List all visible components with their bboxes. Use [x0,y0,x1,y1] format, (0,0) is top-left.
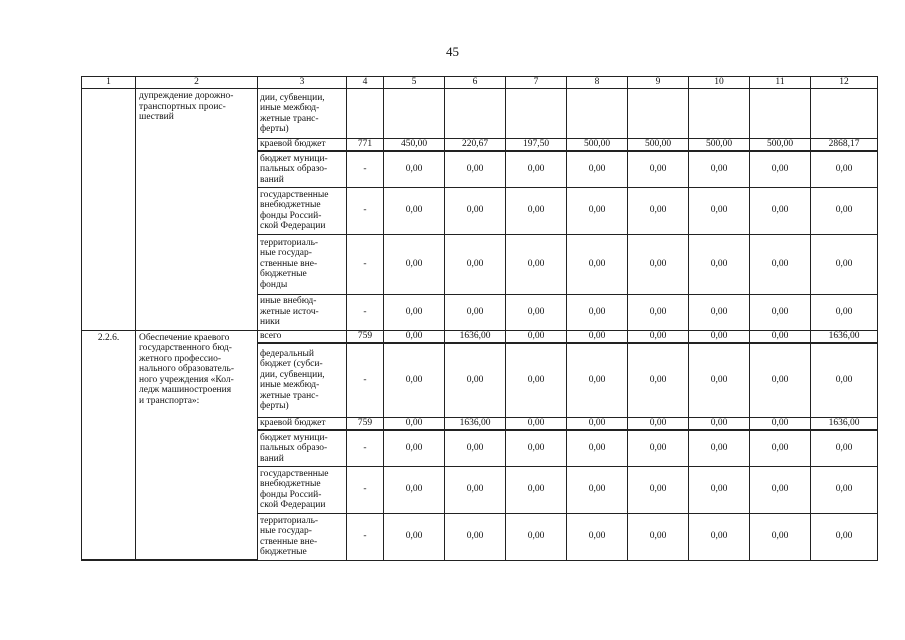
value-cell-col-8: 0,00 [567,418,628,431]
value-cell-col-6: 0,00 [445,466,506,513]
value-cell-col-9: 0,00 [628,151,689,187]
value-cell-col-8: 0,00 [567,294,628,330]
column-header-8: 8 [567,77,628,89]
column-header-4: 4 [347,77,384,89]
value-cell-col-7: 0,00 [506,151,567,187]
value-cell-col-12: 0,00 [811,187,878,234]
funding-source: территориаль- ные государ- ственные вне- бюджетные фонды [258,234,347,294]
value-cell-col-10: 0,00 [689,151,750,187]
value-cell-col-10: 0,00 [689,513,750,560]
budget-code: - [347,187,384,234]
budget-table [81,76,878,561]
value-cell-col-9: 0,00 [628,187,689,234]
value-cell-col-6: 0,00 [445,343,506,418]
funding-source: иные внебюд- жетные источ- ники [258,294,347,330]
value-cell-col-5: 450,00 [384,139,445,152]
value-cell-col-6: 1636,00 [445,418,506,431]
value-cell-col-11: 0,00 [750,430,811,466]
value-cell-col-12: 0,00 [811,234,878,294]
value-cell-col-8 [567,89,628,139]
funding-source: краевой бюджет [258,139,347,152]
value-cell-col-11: 0,00 [750,294,811,330]
value-cell-col-9: 0,00 [628,330,689,343]
value-cell-col-7: 0,00 [506,466,567,513]
value-cell-col-5: 0,00 [384,418,445,431]
value-cell-col-6: 1636,00 [445,330,506,343]
value-cell-col-6: 220,67 [445,139,506,152]
value-cell-col-11: 0,00 [750,343,811,418]
column-header-11: 11 [750,77,811,89]
value-cell-col-9: 0,00 [628,418,689,431]
value-cell-col-12: 0,00 [811,151,878,187]
column-header-10: 10 [689,77,750,89]
funding-source: всего [258,330,347,343]
value-cell-col-11 [750,89,811,139]
value-cell-col-10: 0,00 [689,430,750,466]
value-cell-col-11: 0,00 [750,466,811,513]
value-cell-col-10: 0,00 [689,330,750,343]
value-cell-col-9: 0,00 [628,294,689,330]
value-cell-col-11: 0,00 [750,151,811,187]
value-cell-col-9: 0,00 [628,234,689,294]
value-cell-col-8: 0,00 [567,466,628,513]
value-cell-col-7: 0,00 [506,294,567,330]
table-row [82,330,878,343]
column-header-6: 6 [445,77,506,89]
column-header-5: 5 [384,77,445,89]
budget-code: 771 [347,139,384,152]
value-cell-col-8: 0,00 [567,513,628,560]
value-cell-col-5: 0,00 [384,187,445,234]
value-cell-col-12: 0,00 [811,430,878,466]
column-header-12: 12 [811,77,878,89]
budget-code: - [347,234,384,294]
value-cell-col-12: 0,00 [811,294,878,330]
value-cell-col-9: 500,00 [628,139,689,152]
value-cell-col-10 [689,89,750,139]
column-header-7: 7 [506,77,567,89]
budget-code: 759 [347,330,384,343]
budget-code: - [347,466,384,513]
item-code: 2.2.6. [82,330,136,560]
budget-code: 759 [347,418,384,431]
value-cell-col-7: 0,00 [506,330,567,343]
funding-source: краевой бюджет [258,418,347,431]
value-cell-col-12 [811,89,878,139]
value-cell-col-12: 0,00 [811,466,878,513]
value-cell-col-9: 0,00 [628,343,689,418]
value-cell-col-8: 0,00 [567,234,628,294]
funding-source: государственные внебюджетные фонды Россий- ской Федерации [258,187,347,234]
value-cell-col-5: 0,00 [384,513,445,560]
value-cell-col-6: 0,00 [445,187,506,234]
budget-code: - [347,513,384,560]
funding-source: бюджет муници- пальных образо- ваний [258,430,347,466]
item-code [82,89,136,331]
value-cell-col-7: 0,00 [506,343,567,418]
value-cell-col-6: 0,00 [445,430,506,466]
value-cell-col-7 [506,89,567,139]
item-title: дупреждение дорожно- транспортных проис- шествий [136,89,258,331]
value-cell-col-12: 1636,00 [811,330,878,343]
table-row [82,89,878,139]
column-header-row [82,77,878,89]
value-cell-col-12: 0,00 [811,513,878,560]
value-cell-col-5: 0,00 [384,343,445,418]
value-cell-col-5: 0,00 [384,151,445,187]
budget-code: - [347,343,384,418]
value-cell-col-11: 0,00 [750,187,811,234]
value-cell-col-9: 0,00 [628,466,689,513]
value-cell-col-10: 0,00 [689,294,750,330]
value-cell-col-9: 0,00 [628,513,689,560]
value-cell-col-7: 0,00 [506,418,567,431]
column-header-9: 9 [628,77,689,89]
value-cell-col-7: 0,00 [506,513,567,560]
value-cell-col-10: 0,00 [689,343,750,418]
value-cell-col-6: 0,00 [445,513,506,560]
value-cell-col-5: 0,00 [384,234,445,294]
value-cell-col-7: 0,00 [506,234,567,294]
value-cell-col-7: 0,00 [506,187,567,234]
value-cell-col-9 [628,89,689,139]
value-cell-col-6: 0,00 [445,294,506,330]
value-cell-col-5: 0,00 [384,330,445,343]
value-cell-col-12: 0,00 [811,343,878,418]
value-cell-col-6 [445,89,506,139]
value-cell-col-9: 0,00 [628,430,689,466]
budget-code [347,89,384,139]
value-cell-col-12: 1636,00 [811,418,878,431]
value-cell-col-8: 0,00 [567,151,628,187]
budget-code: - [347,151,384,187]
value-cell-col-10: 0,00 [689,418,750,431]
funding-source: федеральный бюджет (субси- дии, субвенции, иные межбюд- жетные транс- ферты) [258,343,347,418]
funding-source: территориаль- ные государ- ственные вне- бюджетные [258,513,347,560]
column-header-1: 1 [82,77,136,89]
column-header-3: 3 [258,77,347,89]
value-cell-col-12: 2868,17 [811,139,878,152]
value-cell-col-10: 0,00 [689,187,750,234]
funding-source: бюджет муници- пальных образо- ваний [258,151,347,187]
value-cell-col-5: 0,00 [384,430,445,466]
value-cell-col-10: 0,00 [689,466,750,513]
column-header-2: 2 [136,77,258,89]
value-cell-col-10: 500,00 [689,139,750,152]
value-cell-col-11: 0,00 [750,330,811,343]
value-cell-col-8: 0,00 [567,187,628,234]
value-cell-col-11: 500,00 [750,139,811,152]
value-cell-col-5 [384,89,445,139]
value-cell-col-11: 0,00 [750,418,811,431]
value-cell-col-10: 0,00 [689,234,750,294]
page-number: 45 [446,44,459,59]
value-cell-col-8: 0,00 [567,330,628,343]
value-cell-col-8: 0,00 [567,343,628,418]
table-body [82,89,878,561]
value-cell-col-5: 0,00 [384,466,445,513]
item-title: Обеспечение краевого государственного бюд- жетного профессио- нального образователь- ного учреждения «Кол- ледж машиностроения и транспорта»: [136,330,258,560]
budget-code: - [347,430,384,466]
funding-source: дии, субвенции, иные межбюд- жетные транс- ферты) [258,89,347,139]
value-cell-col-6: 0,00 [445,234,506,294]
value-cell-col-11: 0,00 [750,513,811,560]
budget-code: - [347,294,384,330]
value-cell-col-7: 197,50 [506,139,567,152]
value-cell-col-11: 0,00 [750,234,811,294]
value-cell-col-7: 0,00 [506,430,567,466]
funding-source: государственные внебюджетные фонды Россий- ской Федерации [258,466,347,513]
value-cell-col-8: 500,00 [567,139,628,152]
value-cell-col-8: 0,00 [567,430,628,466]
value-cell-col-6: 0,00 [445,151,506,187]
value-cell-col-5: 0,00 [384,294,445,330]
